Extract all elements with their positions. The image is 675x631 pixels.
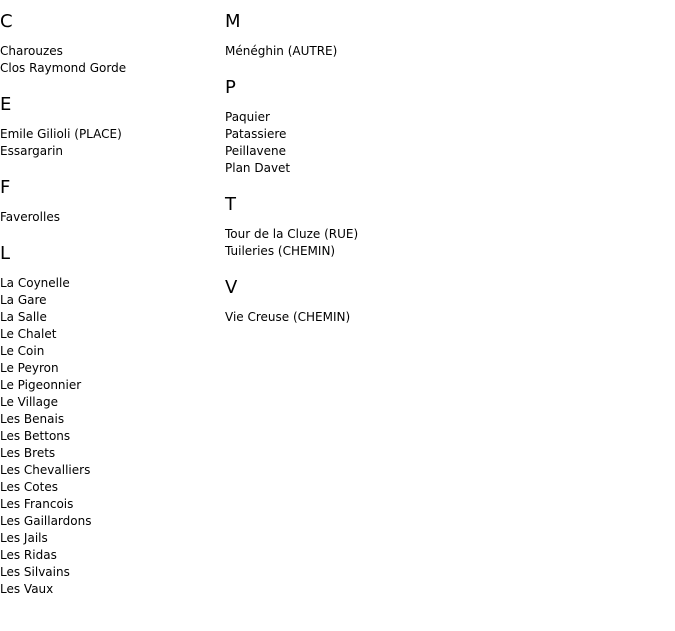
street-list bbox=[0, 275, 220, 598]
street-list bbox=[225, 43, 665, 60]
street-link[interactable]: Les Jails bbox=[0, 531, 48, 545]
street-link[interactable]: Tuileries (CHEMIN) bbox=[225, 244, 336, 258]
street-link[interactable]: Les Bettons bbox=[0, 429, 71, 443]
street-link[interactable]: Essargarin bbox=[0, 144, 64, 158]
street-link[interactable]: La Salle bbox=[0, 310, 47, 324]
street-index-column-left bbox=[0, 0, 220, 598]
letter-section bbox=[0, 11, 220, 77]
street-index-column-right bbox=[225, 0, 665, 326]
street-link[interactable]: Le Coin bbox=[0, 344, 45, 358]
street-link[interactable]: Plan Davet bbox=[225, 161, 291, 175]
street-link[interactable]: Tour de la Cluze (RUE) bbox=[225, 227, 359, 241]
street-link[interactable]: Charouzes bbox=[0, 44, 63, 58]
section-letter-heading: L bbox=[0, 243, 11, 264]
street-link[interactable]: Patassiere bbox=[225, 127, 287, 141]
street-list bbox=[0, 43, 220, 77]
street-link[interactable]: Clos Raymond Gorde bbox=[0, 61, 127, 75]
street-link[interactable]: La Coynelle bbox=[0, 276, 70, 290]
street-link[interactable]: Les Benais bbox=[0, 412, 65, 426]
street-link[interactable]: Les Gaillardons bbox=[0, 514, 92, 528]
street-link[interactable]: Vie Creuse (CHEMIN) bbox=[225, 310, 351, 324]
street-link[interactable]: Les Cotes bbox=[0, 480, 58, 494]
section-letter-heading: P bbox=[225, 77, 236, 98]
street-link[interactable]: Les Ridas bbox=[0, 548, 57, 562]
street-link[interactable]: Les Vaux bbox=[0, 582, 54, 596]
street-link[interactable]: Les Chevalliers bbox=[0, 463, 91, 477]
street-link[interactable]: Peillavene bbox=[225, 144, 287, 158]
section-letter-heading: M bbox=[225, 11, 241, 32]
street-list bbox=[0, 126, 220, 160]
street-link[interactable]: Les Silvains bbox=[0, 565, 70, 579]
letter-section bbox=[225, 77, 665, 177]
street-link[interactable]: Le Village bbox=[0, 395, 58, 409]
street-list bbox=[0, 209, 220, 226]
street-link[interactable]: Ménéghin (AUTRE) bbox=[225, 44, 338, 58]
street-link[interactable]: Les Brets bbox=[0, 446, 56, 460]
letter-section bbox=[225, 194, 665, 260]
section-letter-heading: T bbox=[225, 194, 236, 215]
letter-section bbox=[0, 177, 220, 226]
section-letter-heading: V bbox=[225, 277, 238, 298]
section-letter-heading: F bbox=[0, 177, 11, 198]
street-link[interactable]: Emile Gilioli (PLACE) bbox=[0, 127, 122, 141]
street-link[interactable]: Le Pigeonnier bbox=[0, 378, 82, 392]
letter-section bbox=[225, 277, 665, 326]
street-list bbox=[225, 109, 665, 177]
letter-section bbox=[0, 94, 220, 160]
street-link[interactable]: Les Francois bbox=[0, 497, 74, 511]
section-letter-heading: E bbox=[0, 94, 12, 115]
street-list bbox=[225, 309, 665, 326]
street-link[interactable]: Paquier bbox=[225, 110, 270, 124]
street-link[interactable]: Le Peyron bbox=[0, 361, 59, 375]
letter-section bbox=[225, 11, 665, 60]
street-link[interactable]: Faverolles bbox=[0, 210, 60, 224]
section-letter-heading: C bbox=[0, 11, 13, 32]
street-link[interactable]: Le Chalet bbox=[0, 327, 57, 341]
street-list bbox=[225, 226, 665, 260]
letter-section bbox=[0, 243, 220, 598]
street-link[interactable]: La Gare bbox=[0, 293, 47, 307]
